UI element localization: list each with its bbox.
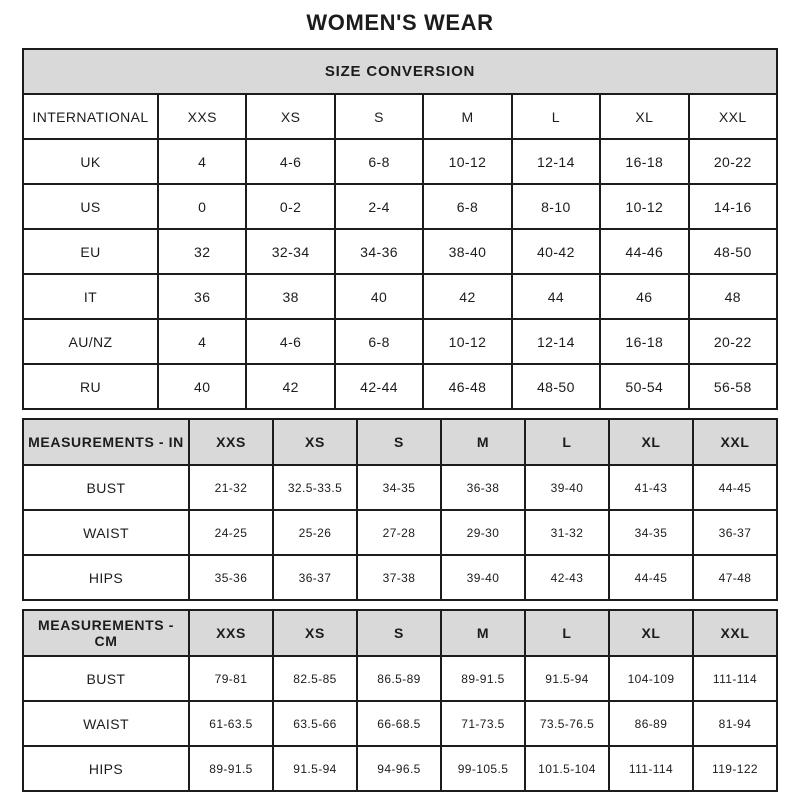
row-label-cell: EU: [23, 229, 158, 274]
table-cell: 86-89: [609, 701, 693, 746]
column-header-row: [23, 419, 777, 465]
table-cell: 73.5-76.5: [525, 701, 609, 746]
table-cell: 44-45: [609, 555, 693, 600]
column-header-cell: M: [441, 610, 525, 656]
column-header-row: [23, 610, 777, 656]
table-cell: 63.5-66: [273, 701, 357, 746]
table-cell: 42-44: [335, 364, 423, 409]
table-cell: 4: [158, 319, 246, 364]
table-cell: 82.5-85: [273, 656, 357, 701]
table-cell: 91.5-94: [525, 656, 609, 701]
table-cell: 44-45: [693, 465, 777, 510]
table-row-waist: [23, 701, 777, 746]
table-cell: 32-34: [246, 229, 334, 274]
table-cell: 34-35: [357, 465, 441, 510]
row-label-cell: RU: [23, 364, 158, 409]
column-header-cell: XS: [246, 94, 334, 139]
table-cell: 0-2: [246, 184, 334, 229]
table-cell: 36-37: [273, 555, 357, 600]
table-cell: 94-96.5: [357, 746, 441, 791]
table-cell: 36-38: [441, 465, 525, 510]
table-cell: 12-14: [512, 139, 600, 184]
row-label-cell: AU/NZ: [23, 319, 158, 364]
table-cell: 38: [246, 274, 334, 319]
table-cell: 42: [246, 364, 334, 409]
column-header-cell: XXL: [689, 94, 777, 139]
table-cell: 10-12: [423, 139, 511, 184]
table-row-waist: [23, 510, 777, 555]
table-cell: 48: [689, 274, 777, 319]
table-cell: 34-36: [335, 229, 423, 274]
table-cell: 81-94: [693, 701, 777, 746]
table-cell: 32.5-33.5: [273, 465, 357, 510]
column-header-cell: XL: [609, 419, 693, 465]
table-cell: 8-10: [512, 184, 600, 229]
column-header-cell: XS: [273, 610, 357, 656]
table-cell: 36: [158, 274, 246, 319]
table-cell: 38-40: [423, 229, 511, 274]
table-cell: 35-36: [189, 555, 273, 600]
table-row-uk: [23, 139, 777, 184]
table-cell: 39-40: [441, 555, 525, 600]
table-cell: 66-68.5: [357, 701, 441, 746]
column-header-cell: XXL: [693, 610, 777, 656]
measurements-cm-title: MEASUREMENTS - CM: [23, 610, 189, 656]
row-label-cell: IT: [23, 274, 158, 319]
row-label-cell: BUST: [23, 656, 189, 701]
table-cell: 4-6: [246, 139, 334, 184]
column-header-cell: L: [512, 94, 600, 139]
table-cell: 79-81: [189, 656, 273, 701]
table-cell: 16-18: [600, 319, 688, 364]
column-header-cell: XXS: [189, 419, 273, 465]
table-cell: 101.5-104: [525, 746, 609, 791]
column-header-row: [23, 94, 777, 139]
table-row-aunz: [23, 319, 777, 364]
table-row-eu: [23, 229, 777, 274]
size-conversion-table: [22, 48, 778, 410]
row-label-cell: UK: [23, 139, 158, 184]
column-header-cell: M: [423, 94, 511, 139]
table-cell: 34-35: [609, 510, 693, 555]
table-cell: 39-40: [525, 465, 609, 510]
column-header-cell: M: [441, 419, 525, 465]
column-header-cell: XL: [609, 610, 693, 656]
table-cell: 42-43: [525, 555, 609, 600]
column-header-cell: S: [357, 419, 441, 465]
table-row-it: [23, 274, 777, 319]
table-cell: 4-6: [246, 319, 334, 364]
column-header-cell: L: [525, 419, 609, 465]
table-cell: 6-8: [335, 319, 423, 364]
row-label-cell: WAIST: [23, 701, 189, 746]
table-cell: 111-114: [609, 746, 693, 791]
table-cell: 14-16: [689, 184, 777, 229]
table-cell: 12-14: [512, 319, 600, 364]
table-cell: 40: [158, 364, 246, 409]
table-cell: 99-105.5: [441, 746, 525, 791]
table-cell: 25-26: [273, 510, 357, 555]
table-cell: 32: [158, 229, 246, 274]
table-cell: 10-12: [423, 319, 511, 364]
size-conversion-title: SIZE CONVERSION: [23, 49, 777, 94]
column-header-cell: INTERNATIONAL: [23, 94, 158, 139]
table-cell: 56-58: [689, 364, 777, 409]
table-cell: 20-22: [689, 319, 777, 364]
table-cell: 44: [512, 274, 600, 319]
table-cell: 111-114: [693, 656, 777, 701]
measurements-cm-table: [22, 609, 778, 792]
table-cell: 21-32: [189, 465, 273, 510]
row-label-cell: US: [23, 184, 158, 229]
table-banner-row: [23, 49, 777, 94]
column-header-cell: XL: [600, 94, 688, 139]
table-cell: 46: [600, 274, 688, 319]
table-row-ru: [23, 364, 777, 409]
table-cell: 104-109: [609, 656, 693, 701]
table-cell: 10-12: [600, 184, 688, 229]
table-cell: 89-91.5: [441, 656, 525, 701]
table-row-bust: [23, 465, 777, 510]
table-cell: 6-8: [423, 184, 511, 229]
table-cell: 71-73.5: [441, 701, 525, 746]
table-cell: 91.5-94: [273, 746, 357, 791]
column-header-cell: L: [525, 610, 609, 656]
table-row-hips: [23, 555, 777, 600]
column-header-cell: S: [335, 94, 423, 139]
table-row-hips: [23, 746, 777, 791]
table-row-us: [23, 184, 777, 229]
table-cell: 31-32: [525, 510, 609, 555]
page-title: WOMEN'S WEAR: [306, 10, 494, 35]
table-cell: 6-8: [335, 139, 423, 184]
table-cell: 36-37: [693, 510, 777, 555]
table-cell: 46-48: [423, 364, 511, 409]
table-cell: 40-42: [512, 229, 600, 274]
column-header-cell: XS: [273, 419, 357, 465]
column-header-cell: XXS: [158, 94, 246, 139]
row-label-cell: BUST: [23, 465, 189, 510]
table-row-bust: [23, 656, 777, 701]
table-cell: 41-43: [609, 465, 693, 510]
column-header-cell: XXS: [189, 610, 273, 656]
table-cell: 4: [158, 139, 246, 184]
table-cell: 2-4: [335, 184, 423, 229]
table-cell: 16-18: [600, 139, 688, 184]
table-cell: 0: [158, 184, 246, 229]
table-cell: 29-30: [441, 510, 525, 555]
table-cell: 47-48: [693, 555, 777, 600]
table-cell: 40: [335, 274, 423, 319]
table-cell: 61-63.5: [189, 701, 273, 746]
table-cell: 42: [423, 274, 511, 319]
table-cell: 20-22: [689, 139, 777, 184]
column-header-cell: XXL: [693, 419, 777, 465]
measurements-in-title: MEASUREMENTS - IN: [23, 419, 189, 465]
table-cell: 37-38: [357, 555, 441, 600]
row-label-cell: HIPS: [23, 746, 189, 791]
table-cell: 50-54: [600, 364, 688, 409]
table-cell: 89-91.5: [189, 746, 273, 791]
table-cell: 48-50: [689, 229, 777, 274]
table-cell: 48-50: [512, 364, 600, 409]
row-label-cell: WAIST: [23, 510, 189, 555]
column-header-cell: S: [357, 610, 441, 656]
table-cell: 24-25: [189, 510, 273, 555]
table-cell: 44-46: [600, 229, 688, 274]
row-label-cell: HIPS: [23, 555, 189, 600]
table-cell: 86.5-89: [357, 656, 441, 701]
table-cell: 27-28: [357, 510, 441, 555]
measurements-in-table: [22, 418, 778, 601]
table-cell: 119-122: [693, 746, 777, 791]
